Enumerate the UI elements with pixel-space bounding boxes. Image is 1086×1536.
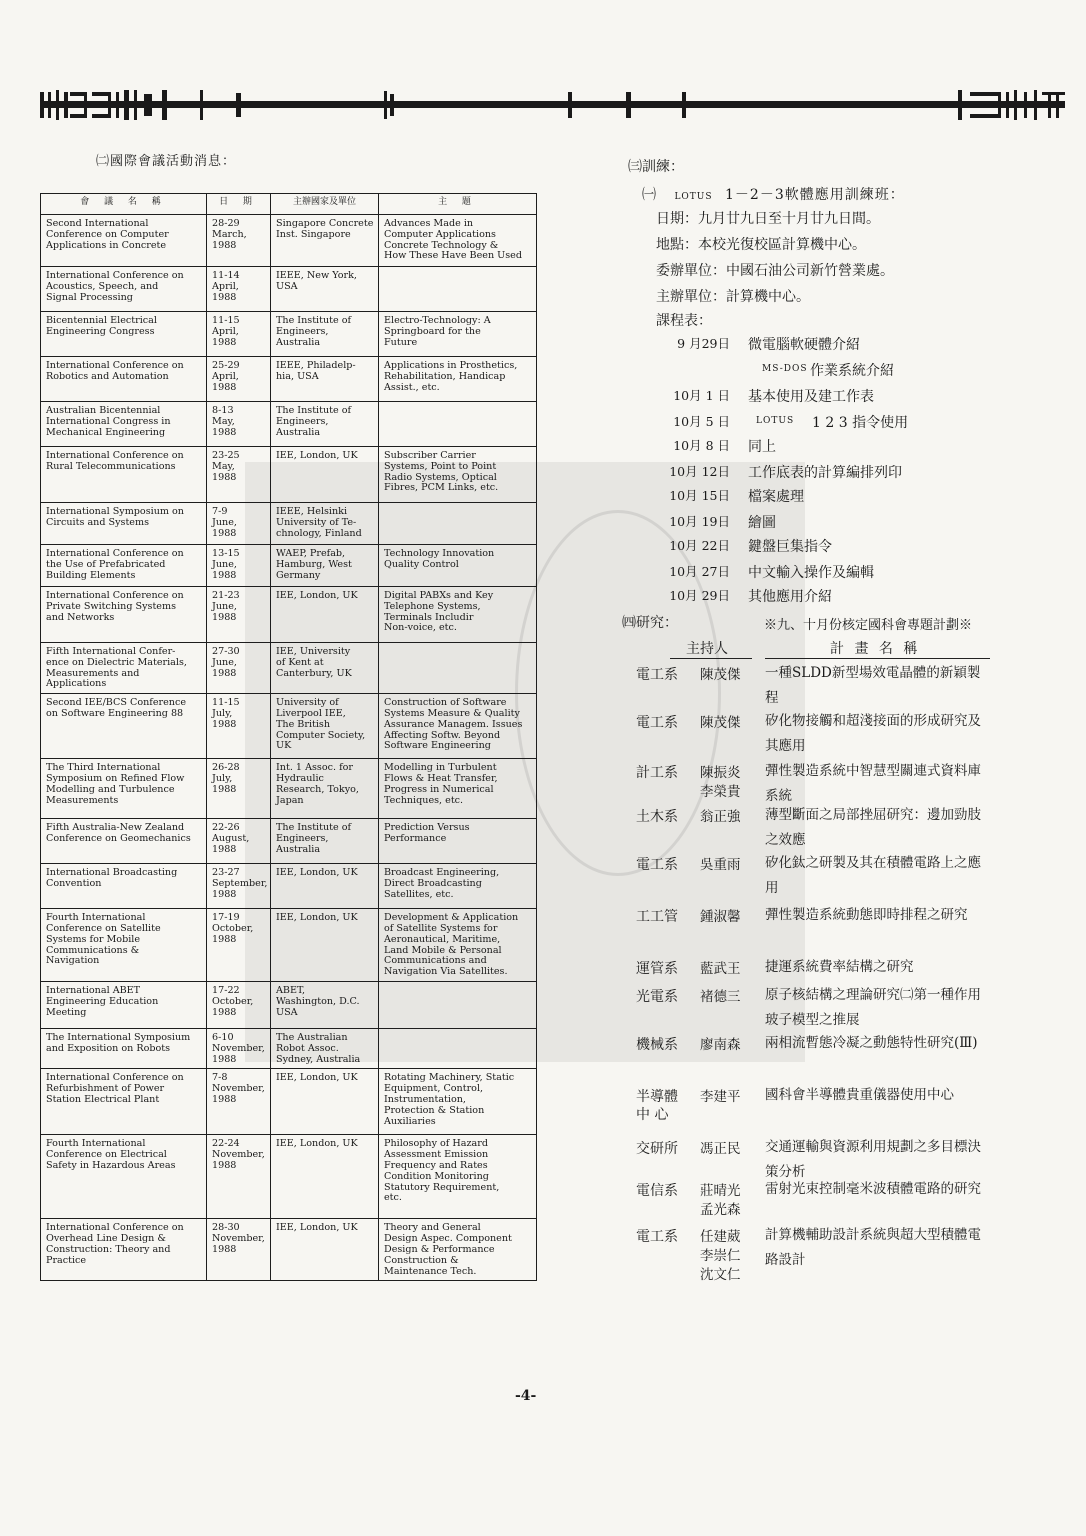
cell-name: Bicentennial Electrical Engineering Congress bbox=[41, 312, 207, 357]
table-row bbox=[41, 267, 537, 312]
cell-date: 26-28 July, 1988 bbox=[207, 759, 271, 819]
schedule-date: 10月 29日 bbox=[669, 588, 730, 603]
table-row bbox=[41, 864, 537, 909]
cell-topic: Electro-Technology: A Springboard for the Future bbox=[379, 312, 537, 357]
cell-topic: Rotating Machinery, Static Equipment, Control, Instrumentation, Protection & Station Auxiliaries bbox=[379, 1069, 537, 1135]
cell-name: Second IEE/BCS Conference on Software Engineering 88 bbox=[41, 694, 207, 759]
cell-org: WAEP, Prefab, Hamburg, West Germany bbox=[271, 545, 379, 587]
cell-topic: Construction of Software Systems Measure & Quality Assurance Managem. Issues Affecting Softw. Beyond Software Engineering bbox=[379, 694, 537, 759]
table-row bbox=[41, 909, 537, 982]
col-name-header: 計 畫 名 稱 bbox=[830, 641, 921, 657]
cell-topic: Prediction Versus Performance bbox=[379, 819, 537, 864]
project-dept: 電信系 bbox=[636, 1183, 678, 1199]
research-note: ※九、十月份核定國科會專題計劃※ bbox=[764, 618, 973, 633]
schedule-date: 10月 15日 bbox=[669, 488, 730, 503]
cell-name: Australian Bicentennial International Congress in Mechanical Engineering bbox=[41, 402, 207, 447]
training-date: 日期：九月廿九日至十月廿九日間。 bbox=[656, 211, 880, 227]
cell-name: The Third International Symposium on Refined Flow Modelling and Turbulence Measurements bbox=[41, 759, 207, 819]
cell-org: IEE, London, UK bbox=[271, 909, 379, 982]
project-dept: 電工系 bbox=[636, 857, 678, 873]
schedule-item: 1 2 3 指令使用 bbox=[812, 415, 909, 431]
cell-org: ABET, Washington, D.C. USA bbox=[271, 981, 379, 1028]
schedule-item: 鍵盤巨集指令 bbox=[748, 539, 832, 555]
cell-name: International Conference on Private Switching Systems and Networks bbox=[41, 587, 207, 643]
cell-name: International Conference on Refurbishment of Power Station Electrical Plant bbox=[41, 1069, 207, 1135]
project-host: 藍武王 bbox=[700, 961, 741, 977]
project-name: 交通運輸與資源利用規劃之多目標決策分析 bbox=[765, 1139, 981, 1180]
cell-date: 11-14 April, 1988 bbox=[207, 267, 271, 312]
schedule-date: 10月 27日 bbox=[669, 564, 730, 579]
training-course bbox=[642, 184, 905, 204]
project-dept: 光電系 bbox=[636, 989, 678, 1005]
cell-name: International Conference on Acoustics, Speech, and Signal Processing bbox=[41, 267, 207, 312]
cell-org: The Australian Robot Assoc. Sydney, Australia bbox=[271, 1028, 379, 1068]
schedule-date: 9 月29日 bbox=[677, 336, 730, 351]
cell-date: 17-19 October, 1988 bbox=[207, 909, 271, 982]
project-dept: 土木系 bbox=[636, 809, 678, 825]
cell-org: University of Liverpool IEE, The British Computer Society, UK bbox=[271, 694, 379, 759]
training-commission: 委辦單位：中國石油公司新竹營業處。 bbox=[656, 263, 894, 279]
cell-name: International Conference on Rural Telecommunications bbox=[41, 447, 207, 503]
project-dept: 電工系 bbox=[636, 1229, 678, 1245]
table-row bbox=[41, 503, 537, 545]
project-name: 國科會半導體貴重儀器使用中心 bbox=[765, 1087, 954, 1103]
project-name: 一種SLDD新型場效電晶體的新穎製程 bbox=[765, 665, 981, 706]
cell-name: International Broadcasting Convention bbox=[41, 864, 207, 909]
page-number: -4- bbox=[515, 1388, 537, 1404]
project-host: 陳茂傑 bbox=[700, 667, 741, 683]
cell-date: 22-24 November, 1988 bbox=[207, 1135, 271, 1219]
cell-date: 7-9 June, 1988 bbox=[207, 503, 271, 545]
schedule-prefix: MS-DOS bbox=[762, 364, 808, 374]
cell-topic bbox=[379, 643, 537, 694]
schedule-title: 課程表： bbox=[656, 313, 712, 329]
table-row bbox=[41, 694, 537, 759]
table-row bbox=[41, 759, 537, 819]
schedule-item: 其他應用介紹 bbox=[748, 589, 832, 605]
header-org: 主辦國家及單位 bbox=[271, 194, 379, 215]
cell-date: 11-15 April, 1988 bbox=[207, 312, 271, 357]
cell-topic: Philosophy of Hazard Assessment Emission Frequency and Rates Condition Monitoring Statutory Requirement, etc. bbox=[379, 1135, 537, 1219]
table-row bbox=[41, 587, 537, 643]
cell-name: International Conference on Overhead Line Design & Construction: Theory and Practice bbox=[41, 1219, 207, 1281]
table-row bbox=[41, 545, 537, 587]
col-host-header: 主持人 bbox=[686, 641, 728, 657]
table-row bbox=[41, 819, 537, 864]
project-host: 廖南森 bbox=[700, 1037, 741, 1053]
project-host: 李建平 bbox=[700, 1089, 741, 1105]
schedule-item: 作業系統介紹 bbox=[810, 363, 894, 379]
cell-name: Second International Conference on Computer Applications in Concrete bbox=[41, 215, 207, 267]
cell-topic: Theory and General Design Aspec. Component Design & Performance Construction & Maintenance Tech. bbox=[379, 1219, 537, 1281]
schedule-item: 工作底表的計算編排列印 bbox=[748, 465, 902, 481]
project-host: 莊晴光 孟光森 bbox=[700, 1183, 741, 1218]
cell-name: International Conference on Robotics and Automation bbox=[41, 357, 207, 402]
project-host: 吳重雨 bbox=[700, 857, 741, 873]
cell-topic bbox=[379, 503, 537, 545]
cell-org: IEEE, Helsinki University of Te- chnology, Finland bbox=[271, 503, 379, 545]
cell-org: IEEE, Philadelp- hia, USA bbox=[271, 357, 379, 402]
cell-date: 28-30 November, 1988 bbox=[207, 1219, 271, 1281]
cell-topic bbox=[379, 267, 537, 312]
header-topic: 主 題 bbox=[379, 194, 537, 215]
cell-topic: Advances Made in Computer Applications Concrete Technology & How These Have Been Used bbox=[379, 215, 537, 267]
cell-org: IEE, London, UK bbox=[271, 864, 379, 909]
cell-date: 27-30 June, 1988 bbox=[207, 643, 271, 694]
table-row bbox=[41, 1028, 537, 1068]
project-dept: 機械系 bbox=[636, 1037, 678, 1053]
schedule-date: 10月 5 日 bbox=[673, 414, 730, 429]
cell-org: Int. 1 Assoc. for Hydraulic Research, Tokyo, Japan bbox=[271, 759, 379, 819]
cell-date: 17-22 October, 1988 bbox=[207, 981, 271, 1028]
cell-date: 11-15 July, 1988 bbox=[207, 694, 271, 759]
schedule-item: 檔案處理 bbox=[748, 489, 804, 505]
cell-date: 21-23 June, 1988 bbox=[207, 587, 271, 643]
course-prefix: ㈠ bbox=[642, 187, 656, 203]
cell-date: 25-29 April, 1988 bbox=[207, 357, 271, 402]
project-dept: 計工系 bbox=[636, 765, 678, 781]
cell-topic: Applications in Prosthetics, Rehabilitation, Handicap Assist., etc. bbox=[379, 357, 537, 402]
project-name: 計算機輔助設計系統與超大型積體電路設計 bbox=[765, 1227, 981, 1268]
project-name: 兩相流暫態冷凝之動態特性研究(Ⅲ) bbox=[765, 1035, 978, 1051]
cell-org: IEE, London, UK bbox=[271, 447, 379, 503]
cell-topic bbox=[379, 981, 537, 1028]
name-underline bbox=[765, 658, 990, 659]
cell-name: International Conference on the Use of Prefabricated Building Elements bbox=[41, 545, 207, 587]
research-title: ㈣研究： bbox=[622, 615, 678, 631]
project-host: 陳振炎 李榮貴 bbox=[700, 765, 741, 800]
cell-name: International ABET Engineering Education Meeting bbox=[41, 981, 207, 1028]
cell-name: The International Symposium and Exposition on Robots bbox=[41, 1028, 207, 1068]
cell-name: International Symposium on Circuits and Systems bbox=[41, 503, 207, 545]
cell-org: IEE, London, UK bbox=[271, 587, 379, 643]
cell-date: 23-25 May, 1988 bbox=[207, 447, 271, 503]
cell-topic: Broadcast Engineering, Direct Broadcasting Satellites, etc. bbox=[379, 864, 537, 909]
project-dept: 電工系 bbox=[636, 715, 678, 731]
schedule-date: 10月 1 日 bbox=[673, 388, 730, 403]
table-row bbox=[41, 357, 537, 402]
cell-topic: Subscriber Carrier Systems, Point to Point Radio Systems, Optical Fibres, PCM Links, etc. bbox=[379, 447, 537, 503]
cell-date: 6-10 November, 1988 bbox=[207, 1028, 271, 1068]
project-name: 彈性製造系統中智慧型關連式資料庫系統 bbox=[765, 763, 981, 804]
training-host: 主辦單位：計算機中心。 bbox=[656, 289, 810, 305]
header-name: 會 議 名 稱 bbox=[41, 194, 207, 215]
cell-name: Fourth International Conference on Satellite Systems for Mobile Communications & Navigation bbox=[41, 909, 207, 982]
project-name: 彈性製造系統動態即時排程之研究 bbox=[765, 907, 968, 923]
table-row bbox=[41, 1219, 537, 1281]
training-place: 地點：本校光復校區計算機中心。 bbox=[656, 237, 866, 253]
cell-topic bbox=[379, 1028, 537, 1068]
project-dept: 半導體 中 心 bbox=[636, 1089, 678, 1123]
project-name: 矽化鈦之研製及其在積體電路上之應用 bbox=[765, 855, 981, 896]
cell-name: Fourth International Conference on Electrical Safety in Hazardous Areas bbox=[41, 1135, 207, 1219]
cell-org: The Institute of Engineers, Australia bbox=[271, 312, 379, 357]
project-dept: 交研所 bbox=[636, 1141, 678, 1157]
project-name: 捷運系統費率結構之研究 bbox=[765, 959, 914, 975]
cell-topic: Digital PABXs and Key Telephone Systems, Terminals Includir Non-voice, etc. bbox=[379, 587, 537, 643]
cell-org: IEE, London, UK bbox=[271, 1219, 379, 1281]
conference-section-title: ㈡國際會議活動消息： bbox=[96, 154, 237, 169]
project-host: 鍾淑馨 bbox=[700, 909, 741, 925]
project-host: 馮正民 bbox=[700, 1141, 741, 1157]
course-title: 1－2－3軟體應用訓練班： bbox=[725, 187, 905, 203]
cell-org: The Institute of Engineers, Australia bbox=[271, 402, 379, 447]
header-date: 日 期 bbox=[207, 194, 271, 215]
conference-table bbox=[40, 193, 537, 1281]
table-row bbox=[41, 215, 537, 267]
cell-date: 7-8 November, 1988 bbox=[207, 1069, 271, 1135]
schedule-item: 同上 bbox=[748, 439, 776, 455]
schedule-item: 基本使用及建工作表 bbox=[748, 389, 874, 405]
project-host: 褚德三 bbox=[700, 989, 741, 1005]
schedule-date: 10月 19日 bbox=[669, 514, 730, 529]
cell-date: 22-26 August, 1988 bbox=[207, 819, 271, 864]
cell-date: 13-15 June, 1988 bbox=[207, 545, 271, 587]
cell-topic: Modelling in Turbulent Flows & Heat Transfer, Progress in Numerical Techniques, etc. bbox=[379, 759, 537, 819]
table-row bbox=[41, 1069, 537, 1135]
project-name: 矽化物接觸和超淺接面的形成研究及其應用 bbox=[765, 713, 981, 754]
cell-org: IEE, University of Kent at Canterbury, UK bbox=[271, 643, 379, 694]
project-name: 原子核結構之理論研究㈡第一種作用玻子模型之推展 bbox=[765, 987, 981, 1028]
schedule-item: 繪圖 bbox=[748, 515, 776, 531]
table-row bbox=[41, 447, 537, 503]
table-row bbox=[41, 981, 537, 1028]
cell-org: The Institute of Engineers, Australia bbox=[271, 819, 379, 864]
project-dept: 工工管 bbox=[636, 909, 678, 925]
schedule-item: 微電腦軟硬體介紹 bbox=[748, 337, 860, 353]
project-host: 任建葳 李崇仁 沈文仁 bbox=[700, 1229, 741, 1283]
cell-date: 23-27 September, 1988 bbox=[207, 864, 271, 909]
project-dept: 運管系 bbox=[636, 961, 678, 977]
table-row bbox=[41, 1135, 537, 1219]
table-row bbox=[41, 402, 537, 447]
course-lotus: LOTUS bbox=[674, 192, 713, 202]
decorative-banner bbox=[40, 88, 1065, 122]
table-row bbox=[41, 643, 537, 694]
schedule-date: 10月 12日 bbox=[669, 464, 730, 479]
cell-org: Singapore Concrete Inst. Singapore bbox=[271, 215, 379, 267]
cell-topic: Development & Application of Satellite Systems for Aeronautical, Maritime, Land Mobile & Personal Communications and Navigation Via Satellites. bbox=[379, 909, 537, 982]
schedule-prefix: LOTUS bbox=[756, 416, 795, 426]
training-title: ㈢訓練： bbox=[628, 159, 684, 175]
cell-name: Fifth International Confer- ence on Dielectric Materials, Measurements and Applications bbox=[41, 643, 207, 694]
cell-name: Fifth Australia-New Zealand Conference on Geomechanics bbox=[41, 819, 207, 864]
project-name: 薄型斷面之局部挫屈研究：邊加勁肢之效應 bbox=[765, 807, 981, 848]
cell-date: 8-13 May, 1988 bbox=[207, 402, 271, 447]
cell-date: 28-29 March, 1988 bbox=[207, 215, 271, 267]
table-row bbox=[41, 312, 537, 357]
project-dept: 電工系 bbox=[636, 667, 678, 683]
schedule-date: 10月 8 日 bbox=[673, 438, 730, 453]
project-host: 翁正強 bbox=[700, 809, 741, 825]
host-underline bbox=[670, 658, 752, 659]
cell-org: IEEE, New York, USA bbox=[271, 267, 379, 312]
schedule-item: 中文輸入操作及編輯 bbox=[748, 565, 874, 581]
schedule-date: 10月 22日 bbox=[669, 538, 730, 553]
project-host: 陳茂傑 bbox=[700, 715, 741, 731]
cell-org: IEE, London, UK bbox=[271, 1135, 379, 1219]
cell-topic: Technology Innovation Quality Control bbox=[379, 545, 537, 587]
cell-topic bbox=[379, 402, 537, 447]
project-name: 雷射光束控制毫米波積體電路的研究 bbox=[765, 1181, 981, 1197]
cell-org: IEE, London, UK bbox=[271, 1069, 379, 1135]
